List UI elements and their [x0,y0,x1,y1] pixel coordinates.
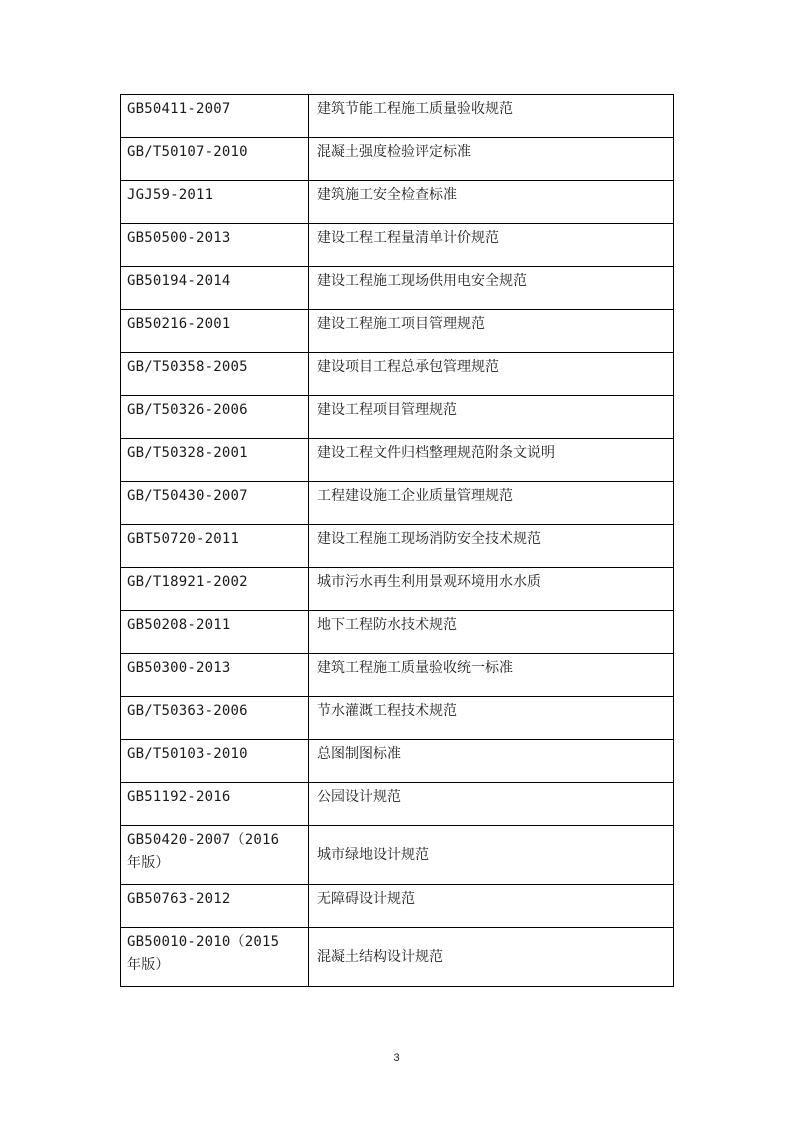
standard-name: 工程建设施工企业质量管理规范 [309,482,674,525]
table-row [121,740,674,783]
standard-code: GB/T50358-2005 [121,353,309,396]
standard-code: GB50194-2014 [121,267,309,310]
standard-name: 建设工程工程量清单计价规范 [309,224,674,267]
table-row [121,181,674,224]
table-row [121,482,674,525]
page-number: 3 [393,1052,400,1064]
table-row [121,885,674,928]
standard-code: GB50420-2007（2016 年版） [121,826,309,885]
standard-code: GB/T50107-2010 [121,138,309,181]
standard-name: 城市污水再生利用景观环境用水水质 [309,568,674,611]
standard-code: GB50216-2001 [121,310,309,353]
standard-code: GBT50720-2011 [121,525,309,568]
standard-name: 建设工程项目管理规范 [309,396,674,439]
standard-code: GB50500-2013 [121,224,309,267]
standard-name: 混凝土结构设计规范 [309,928,674,987]
standard-name: 无障碍设计规范 [309,885,674,928]
standard-code: GB/T50363-2006 [121,697,309,740]
table-row [121,353,674,396]
table-row [121,654,674,697]
standard-code: GB51192-2016 [121,783,309,826]
standard-code: GB50411-2007 [121,95,309,138]
table-row [121,697,674,740]
standard-name: 混凝土强度检验评定标准 [309,138,674,181]
standard-code: GB/T50103-2010 [121,740,309,783]
table-row [121,826,674,885]
standard-code: GB50300-2013 [121,654,309,697]
table-row [121,525,674,568]
standard-name: 城市绿地设计规范 [309,826,674,885]
standard-name: 总图制图标准 [309,740,674,783]
standard-name: 建设项目工程总承包管理规范 [309,353,674,396]
standard-name: 建设工程施工项目管理规范 [309,310,674,353]
standard-name: 建设工程施工现场消防安全技术规范 [309,525,674,568]
standard-name: 地下工程防水技术规范 [309,611,674,654]
table-row [121,611,674,654]
standard-name: 节水灌溉工程技术规范 [309,697,674,740]
table-row [121,138,674,181]
standard-name: 建设工程施工现场供用电安全规范 [309,267,674,310]
standard-code: GB50208-2011 [121,611,309,654]
standard-code: GB/T50326-2006 [121,396,309,439]
table-row [121,396,674,439]
standard-name: 建筑工程施工质量验收统一标准 [309,654,674,697]
standard-code: JGJ59-2011 [121,181,309,224]
standard-code: GB/T50430-2007 [121,482,309,525]
standard-name: 建筑节能工程施工质量验收规范 [309,95,674,138]
standard-code: GB/T18921-2002 [121,568,309,611]
table-row [121,224,674,267]
standards-table [120,94,674,987]
table-row [121,310,674,353]
table-row [121,783,674,826]
table-row [121,267,674,310]
table-row [121,928,674,987]
standard-name: 公园设计规范 [309,783,674,826]
standard-code: GB/T50328-2001 [121,439,309,482]
standard-code: GB50010-2010（2015 年版） [121,928,309,987]
standard-code: GB50763-2012 [121,885,309,928]
standard-name: 建筑施工安全检查标准 [309,181,674,224]
table-row [121,439,674,482]
table-row [121,95,674,138]
table-row [121,568,674,611]
standard-name: 建设工程文件归档整理规范附条文说明 [309,439,674,482]
